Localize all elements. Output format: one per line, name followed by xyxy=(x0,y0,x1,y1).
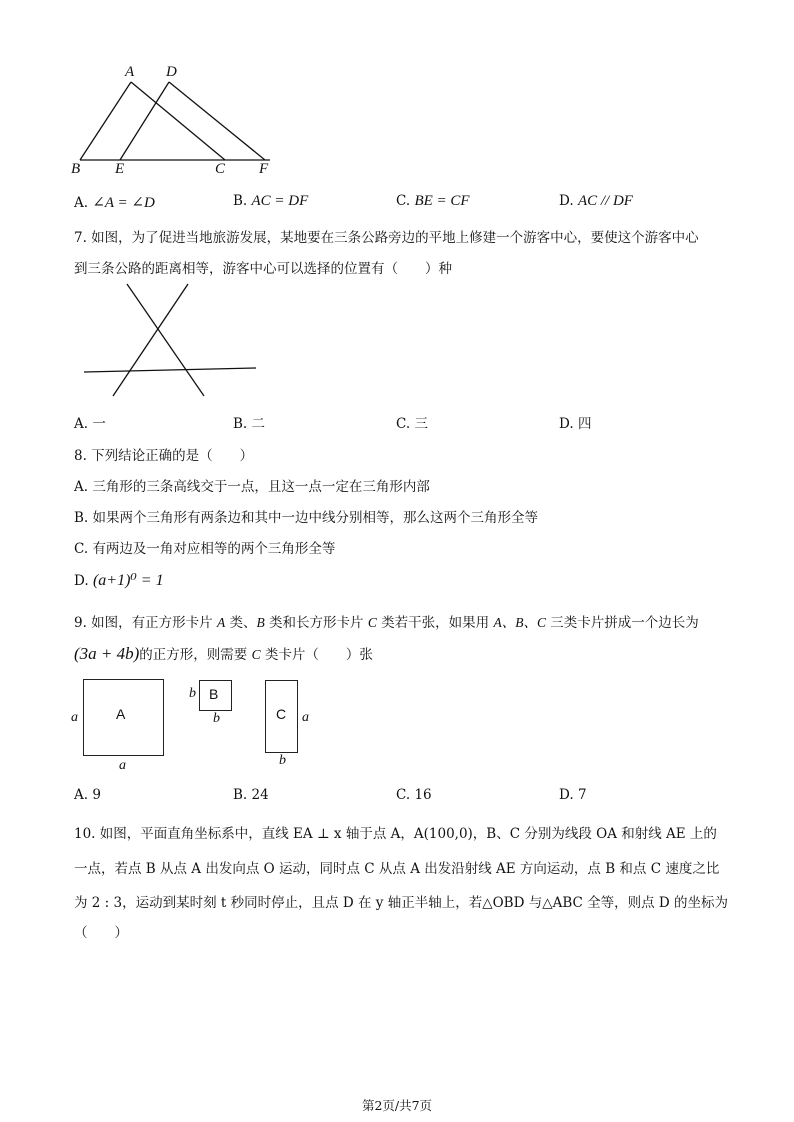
q9-option-b[interactable] xyxy=(233,787,269,803)
q8-option-c[interactable] xyxy=(74,537,335,557)
option-key: A. xyxy=(74,416,89,432)
q10-stem-line3: 为 2 : 3，运动到某时刻 t 秒同时停止，且点 D 在 y 轴正半轴上，若△OBD 与△ABC 全等，则点 D 的坐标为 xyxy=(74,895,729,911)
q9-text: 类卡片（ ）张 xyxy=(260,647,373,663)
q7-option-a[interactable] xyxy=(74,412,106,432)
option-key: B. xyxy=(233,416,248,432)
q9-text: 类、 xyxy=(225,615,257,631)
option-text: 三角形的三条高线交于一点，且这一点一定在三角形内部 xyxy=(92,479,430,495)
option-key: C. xyxy=(396,193,411,209)
q9-var-c: C xyxy=(251,647,261,662)
label-E: E xyxy=(115,161,125,177)
option-key: D. xyxy=(74,573,89,589)
option-text: BE = CF xyxy=(414,193,470,209)
road-1 xyxy=(127,284,204,396)
option-key: A. xyxy=(74,787,89,803)
q9-option-c[interactable] xyxy=(396,787,432,803)
card-b-bottom-label: b xyxy=(213,711,220,726)
label-B: B xyxy=(71,161,81,177)
q9-var-abc: A、B、C xyxy=(493,615,546,630)
option-text: 一 xyxy=(92,416,106,432)
option-text: AC // DF xyxy=(577,193,633,209)
option-key: C. xyxy=(396,416,411,432)
card-b-name: B xyxy=(209,686,219,702)
q9-option-d[interactable] xyxy=(559,787,587,803)
option-text: 二 xyxy=(251,416,266,432)
label-D: D xyxy=(166,64,177,80)
q9-var-c: C xyxy=(367,615,377,630)
q9-var-b: B xyxy=(256,615,265,630)
option-text: 9 xyxy=(92,787,101,803)
q9-text: 三类卡片拼成一个边长为 xyxy=(545,615,699,631)
card-b-side-label: b xyxy=(189,686,196,701)
option-text: 四 xyxy=(577,416,592,432)
label-F: F xyxy=(259,161,269,177)
q10-stem-line2: 一点，若点 B 从点 A 出发向点 O 运动，同时点 C 从点 A 出发沿射线 AE 方向运动，点 B 和点 C 速度之比 xyxy=(74,861,720,877)
q8-option-a[interactable] xyxy=(74,475,430,495)
option-text: 24 xyxy=(251,787,269,803)
option-key: B. xyxy=(233,787,248,803)
card-a-name: A xyxy=(116,706,126,722)
option-key: A. xyxy=(74,195,89,211)
option-key: C. xyxy=(74,541,89,557)
q6-option-c[interactable] xyxy=(396,193,470,210)
q7-option-d[interactable] xyxy=(559,412,591,432)
q6-option-b[interactable] xyxy=(233,193,308,210)
q7-figure xyxy=(80,280,265,400)
option-text: AC = DF xyxy=(251,193,309,209)
q8-option-b[interactable] xyxy=(74,506,538,526)
q7-stem-line2: 到三条公路的距离相等，游客中心可以选择的位置有（ ）种 xyxy=(74,261,452,277)
option-text: (a+1)⁰ = 1 xyxy=(92,572,164,589)
option-text: 16 xyxy=(414,787,432,803)
road-2 xyxy=(113,284,188,396)
option-key: C. xyxy=(396,787,411,803)
segment-DF xyxy=(169,82,265,160)
card-a-bottom-label: a xyxy=(119,758,126,773)
q9-text: 类若干张，如果用 xyxy=(376,615,494,631)
road-3 xyxy=(84,368,256,372)
q7-stem-line1: 7. 如图，为了促进当地旅游发展，某地要在三条公路旁边的平地上修建一个游客中心，要使这个游客中心 xyxy=(74,230,699,246)
option-key: D. xyxy=(559,193,574,209)
card-c-bottom-label: b xyxy=(279,753,286,768)
page-number: 第2页/共7页 xyxy=(361,1098,433,1113)
label-A: A xyxy=(125,64,135,80)
option-key: A. xyxy=(74,479,89,495)
option-text: 如果两个三角形有两条边和其中一边中线分别相等，那么这两个三角形全等 xyxy=(92,510,539,526)
option-text: 三 xyxy=(414,416,428,432)
q9-stem-line2 xyxy=(74,643,373,664)
q10-stem-line4: （ ） xyxy=(74,925,128,941)
option-key: B. xyxy=(233,193,248,209)
option-key: B. xyxy=(74,510,89,526)
q7-option-b[interactable] xyxy=(233,412,265,432)
q9-text: 9. 如图，有正方形卡片 xyxy=(74,615,217,631)
segment-AB xyxy=(80,82,131,160)
q6-option-a[interactable] xyxy=(74,193,155,212)
q9-var-a: A xyxy=(216,615,226,630)
card-a-side-label: a xyxy=(71,710,78,725)
card-c-side-label: a xyxy=(302,710,309,725)
label-C: C xyxy=(215,161,226,177)
q8-option-d[interactable] xyxy=(74,570,164,590)
q7-option-c[interactable] xyxy=(396,412,428,432)
q9-stem-line1 xyxy=(74,611,699,631)
q8-stem: 8. 下列结论正确的是（ ） xyxy=(74,448,254,464)
option-key: D. xyxy=(559,787,574,803)
q6-option-d[interactable] xyxy=(559,193,633,210)
q10-stem-line1: 10. 如图，平面直角坐标系中，直线 EA ⊥ x 轴于点 A，A(100,0)，B、C 分别为线段 OA 和射线 AE 上的 xyxy=(74,826,717,842)
q9-text: 的正方形，则需要 xyxy=(139,647,252,663)
card-c-name: C xyxy=(276,706,287,722)
q9-side-expression: (3a + 4b) xyxy=(74,644,140,663)
option-text: 7 xyxy=(577,787,587,803)
option-text: 有两边及一角对应相等的两个三角形全等 xyxy=(92,541,336,557)
option-key: D. xyxy=(559,416,574,432)
q9-text: 类和长方形卡片 xyxy=(264,615,368,631)
q9-option-a[interactable] xyxy=(74,787,101,803)
option-text: ∠A = ∠D xyxy=(92,195,155,211)
